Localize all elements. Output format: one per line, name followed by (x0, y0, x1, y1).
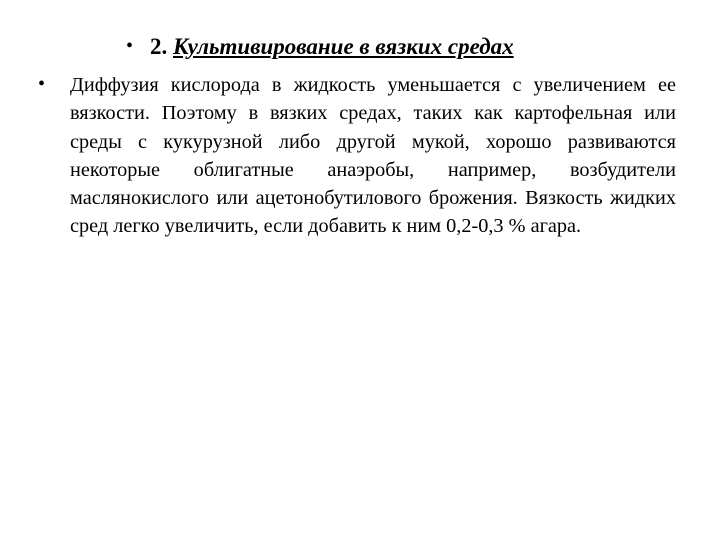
heading-number: 2. (150, 34, 173, 59)
body-text: Диффузия кислорода в жидкость уменьшается с увеличением ее вязкости. Поэтому в вязких средах, таких как картофельная или среды с кукурузной либо другой мукой, хорошо развиваются некоторые облигатные анаэробы, например, возбудители маслянокислого или ацетонобутилового брожения. Вязкость жидких сред легко увеличить, если добавить к ним 0,2-0,3 % агара. (70, 74, 676, 238)
heading-title: Культивирование в вязких средах (173, 34, 514, 59)
body-paragraph (38, 71, 678, 241)
heading-bullet-icon: • (126, 35, 134, 57)
slide-heading (126, 34, 686, 64)
body-bullet-icon: • (38, 73, 46, 95)
